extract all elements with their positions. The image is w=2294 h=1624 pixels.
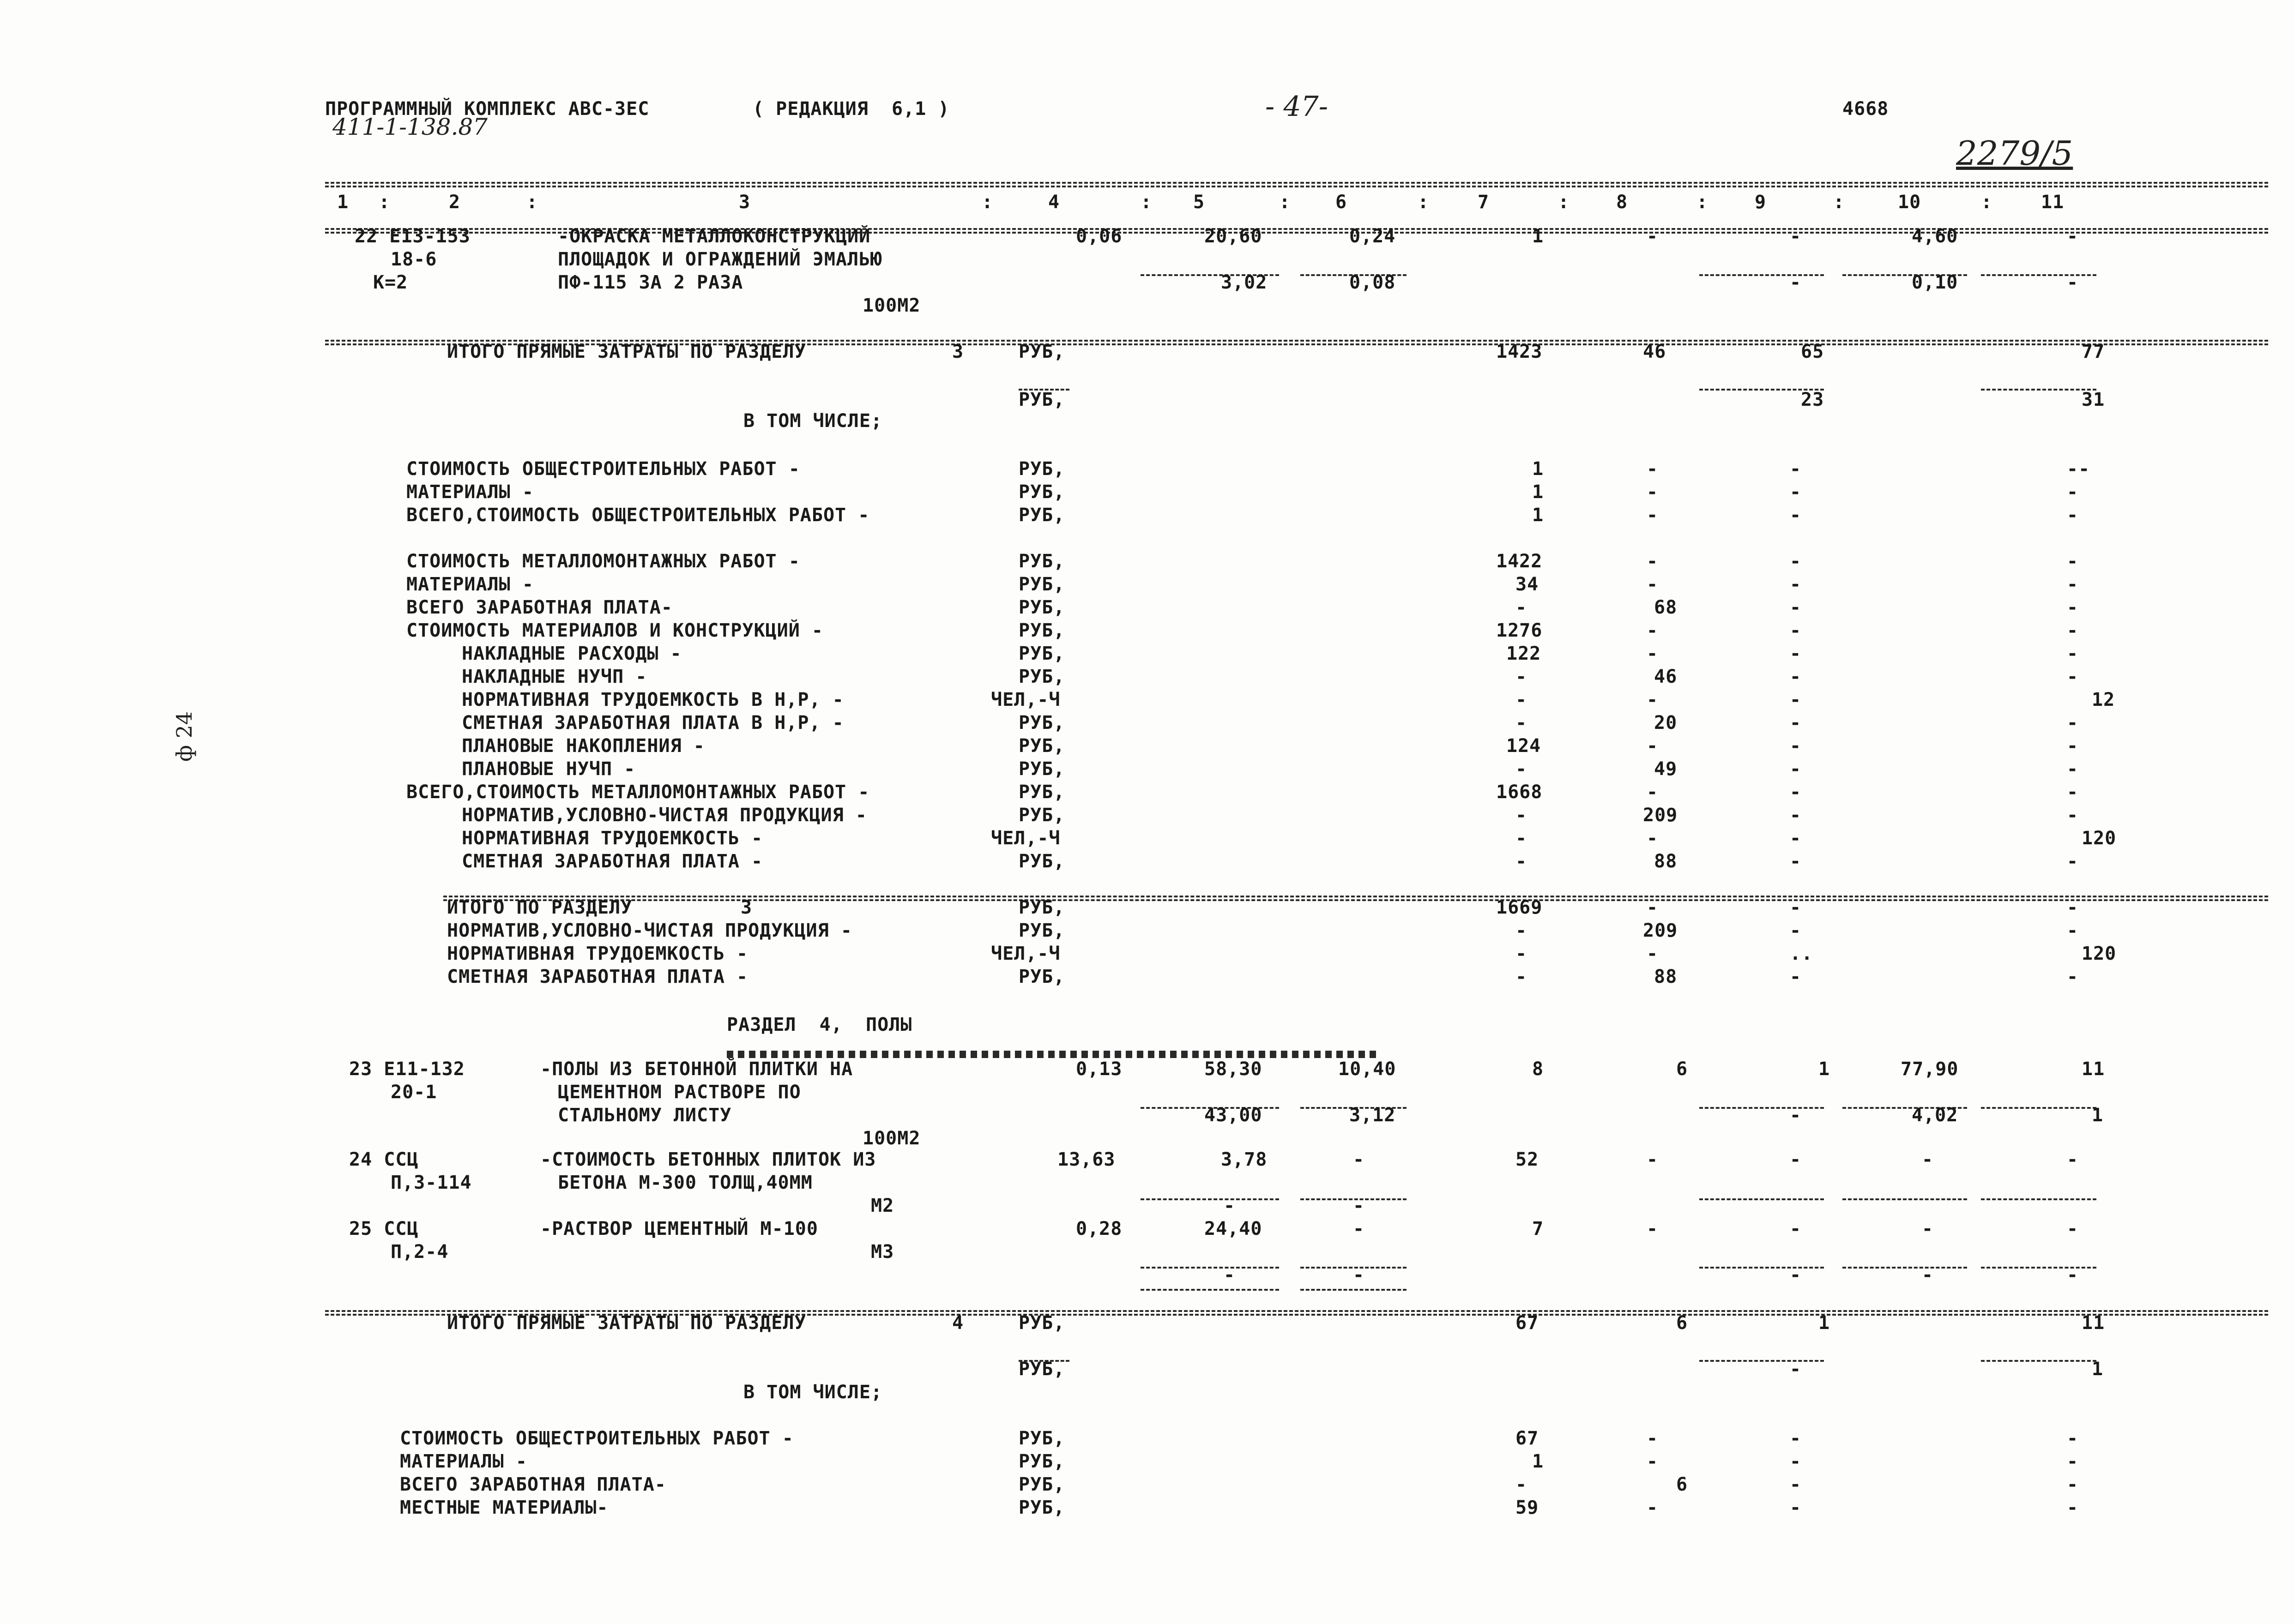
cell-r23a: 1 bbox=[1818, 1059, 1830, 1080]
cell-r22a: - bbox=[1647, 226, 1659, 247]
underline bbox=[1141, 1198, 1279, 1200]
cell-l16: - bbox=[1647, 828, 1659, 849]
cell-r24a: - bbox=[1647, 1149, 1659, 1170]
rule-section3-total-2 bbox=[443, 899, 2268, 901]
cell-l06: - bbox=[2067, 597, 2079, 618]
cell-l03: ВСЕГО,СТОИМОСТЬ ОБЩЕСТРОИТЕЛЬНЫХ РАБОТ - bbox=[406, 505, 870, 526]
cell-m03: 6 bbox=[1676, 1474, 1688, 1495]
column-separator: : bbox=[1833, 192, 1845, 213]
cell-s3tot: 1423 bbox=[1496, 341, 1543, 362]
cell-l19: - bbox=[1790, 920, 1802, 941]
cell-s4rub2: - bbox=[1790, 1359, 1802, 1380]
cell-l13: - bbox=[2067, 758, 2079, 780]
cell-l01: 1 bbox=[1532, 458, 1544, 480]
cell-s4tot: 6 bbox=[1676, 1312, 1688, 1334]
cell-r24a: 52 bbox=[1515, 1149, 1539, 1170]
underline bbox=[1842, 1198, 1967, 1200]
cell-l09: - bbox=[1515, 666, 1527, 687]
cell-r22c: - bbox=[2067, 272, 2079, 293]
cell-l11: СМЕТНАЯ ЗАРАБОТНАЯ ПЛАТА В Н,Р, - bbox=[462, 712, 844, 734]
cell-l15: - bbox=[1790, 805, 1802, 826]
cell-s3tot: 46 bbox=[1643, 341, 1666, 362]
cell-r23a: 23 Е11-132 bbox=[349, 1059, 465, 1080]
cell-l19: - bbox=[2067, 920, 2079, 941]
underline bbox=[1699, 1360, 1824, 1362]
cell-l07: 1276 bbox=[1496, 620, 1543, 641]
cell-l08: 122 bbox=[1506, 643, 1541, 664]
cell-l08: - bbox=[1790, 643, 1802, 664]
cell-r24c: - bbox=[1353, 1195, 1365, 1216]
cell-r24a: - bbox=[2067, 1149, 2079, 1170]
column-separator: : bbox=[1418, 192, 1430, 213]
cell-l09: - bbox=[2067, 666, 2079, 687]
cell-l11: - bbox=[1515, 712, 1527, 734]
cell-l05: - bbox=[2067, 574, 2079, 595]
cell-l09: РУБ, bbox=[1019, 666, 1065, 687]
cell-m02: - bbox=[1647, 1451, 1659, 1472]
cell-r25a: 24,40 bbox=[1204, 1218, 1262, 1239]
cell-s3tot: 65 bbox=[1801, 341, 1824, 362]
cell-r25a: 25 ССЦ bbox=[349, 1218, 419, 1239]
cell-l14: 1668 bbox=[1496, 782, 1543, 803]
cell-s4tot: 67 bbox=[1515, 1312, 1539, 1334]
cell-s3tot: 3 bbox=[952, 341, 964, 362]
cell-l13: РУБ, bbox=[1019, 758, 1065, 780]
cell-l07: - bbox=[1647, 620, 1659, 641]
underline bbox=[1981, 1198, 2096, 1200]
cell-l04: СТОИМОСТЬ МЕТАЛЛОМОНТАЖНЫХ РАБОТ - bbox=[406, 551, 800, 572]
cell-r22c: - bbox=[1790, 272, 1802, 293]
cell-l14: РУБ, bbox=[1019, 782, 1065, 803]
cell-l09: 46 bbox=[1654, 666, 1678, 687]
cell-m03: ВСЕГО ЗАРАБОТНАЯ ПЛАТА- bbox=[400, 1474, 666, 1495]
page-number: - 47- bbox=[1265, 90, 1328, 123]
cell-s3rub2: РУБ, bbox=[1019, 389, 1065, 410]
column-number: 1 bbox=[337, 192, 349, 213]
cell-l17: - bbox=[2067, 851, 2079, 872]
column-number: 9 bbox=[1755, 192, 1767, 213]
cell-l17: РУБ, bbox=[1019, 851, 1065, 872]
column-number: 4 bbox=[1048, 192, 1060, 213]
cell-r23b: 20-1 bbox=[391, 1082, 437, 1103]
underline bbox=[1981, 1360, 2096, 1362]
cell-l15: РУБ, bbox=[1019, 805, 1065, 826]
cell-s3tot: РУБ, bbox=[1019, 341, 1065, 362]
cell-r23a: 8 bbox=[1532, 1059, 1544, 1080]
cell-l04: - bbox=[1790, 551, 1802, 572]
cell-l16: НОРМАТИВНАЯ ТРУДОЕМКОСТЬ - bbox=[462, 828, 763, 849]
cell-r23a: 10,40 bbox=[1338, 1059, 1396, 1080]
cell-l18: 1669 bbox=[1496, 897, 1543, 918]
cell-l02: МАТЕРИАЛЫ - bbox=[406, 481, 534, 503]
cell-m02: МАТЕРИАЛЫ - bbox=[400, 1451, 527, 1472]
cell-l12: 124 bbox=[1506, 735, 1541, 757]
cell-r24a: - bbox=[1922, 1149, 1934, 1170]
cell-r23a: 58,30 bbox=[1204, 1059, 1262, 1080]
cell-r23c: - bbox=[1790, 1105, 1802, 1126]
cell-r25b: М3 bbox=[871, 1241, 894, 1263]
cell-r23a: 77,90 bbox=[1901, 1059, 1959, 1080]
cell-r22a: - bbox=[2067, 226, 2079, 247]
underline bbox=[1699, 1107, 1824, 1109]
cell-l05: РУБ, bbox=[1019, 574, 1065, 595]
cell-l20: НОРМАТИВНАЯ ТРУДОЕМКОСТЬ - bbox=[447, 943, 749, 964]
document-code: 4668 bbox=[1842, 98, 1889, 120]
cell-l10: ЧЕЛ,-Ч bbox=[991, 689, 1061, 710]
cell-r25c: - bbox=[1790, 1264, 1802, 1286]
cell-l16: ЧЕЛ,-Ч bbox=[991, 828, 1061, 849]
cell-l06: РУБ, bbox=[1019, 597, 1065, 618]
cell-l18: - bbox=[1790, 897, 1802, 918]
cell-l02: - bbox=[1647, 481, 1659, 503]
cell-l08: РУБ, bbox=[1019, 643, 1065, 664]
cell-l19: - bbox=[1515, 920, 1527, 941]
cell-m03: - bbox=[1515, 1474, 1527, 1495]
cell-l03: - bbox=[1790, 505, 1802, 526]
cell-s4tot: 11 bbox=[2082, 1312, 2105, 1334]
cell-r24a: 3,78 bbox=[1221, 1149, 1268, 1170]
underline bbox=[1300, 1289, 1407, 1291]
cell-l13: - bbox=[1515, 758, 1527, 780]
cell-l11: РУБ, bbox=[1019, 712, 1065, 734]
cell-r24c: - bbox=[1224, 1195, 1236, 1216]
cell-l21: 88 bbox=[1654, 966, 1678, 987]
cell-l03: РУБ, bbox=[1019, 505, 1065, 526]
cell-l01: -- bbox=[2067, 458, 2090, 480]
cell-r25a: - bbox=[1790, 1218, 1802, 1239]
column-separator: : bbox=[379, 192, 391, 213]
cell-m04: МЕСТНЫЕ МАТЕРИАЛЫ- bbox=[400, 1497, 609, 1518]
cell-l10: - bbox=[1515, 689, 1527, 710]
cell-r25a: - bbox=[1353, 1218, 1365, 1239]
cell-l10: 12 bbox=[2092, 689, 2115, 710]
cell-r22a: - bbox=[1790, 226, 1802, 247]
column-number: 3 bbox=[739, 192, 751, 213]
cell-l20: ЧЕЛ,-Ч bbox=[991, 943, 1061, 964]
cell-l21: - bbox=[1515, 966, 1527, 987]
rule-top-2 bbox=[325, 186, 2268, 187]
column-number: 2 bbox=[449, 192, 461, 213]
cell-l17: - bbox=[1790, 851, 1802, 872]
cell-l14: - bbox=[1790, 782, 1802, 803]
cell-r22b: 18-6 bbox=[391, 249, 437, 270]
rule-top bbox=[325, 182, 2268, 184]
cell-l03: - bbox=[1647, 505, 1659, 526]
cell-m01: - bbox=[1647, 1428, 1659, 1449]
cell-l05: МАТЕРИАЛЫ - bbox=[406, 574, 534, 595]
underline bbox=[1699, 274, 1824, 276]
cell-r23b: ЦЕМЕНТНОМ РАСТВОРЕ ПО bbox=[558, 1082, 801, 1103]
cell-s3rub2: 31 bbox=[2082, 389, 2105, 410]
cell-r25a: -РАСТВОР ЦЕМЕНТНЫЙ М-100 bbox=[540, 1218, 818, 1239]
cell-l04: - bbox=[2067, 551, 2079, 572]
program-name: ПРОГРАММНЫЙ КОМПЛЕКС АВС-3ЕС bbox=[325, 98, 650, 120]
cell-m02: РУБ, bbox=[1019, 1451, 1065, 1472]
cell-m04: - bbox=[1647, 1497, 1659, 1518]
cell-l04: 1422 bbox=[1496, 551, 1543, 572]
cell-l12: ПЛАНОВЫЕ НАКОПЛЕНИЯ - bbox=[462, 735, 705, 757]
cell-m02: 1 bbox=[1532, 1451, 1544, 1472]
cell-s4tot: 4 bbox=[952, 1312, 964, 1334]
cell-l15: - bbox=[1515, 805, 1527, 826]
cell-r22a: 20,60 bbox=[1204, 226, 1262, 247]
cell-s4tot: ИТОГО ПРЯМЫЕ ЗАТРАТЫ ПО РАЗДЕЛУ bbox=[447, 1312, 806, 1334]
cell-s4rub2: 1 bbox=[2092, 1359, 2104, 1380]
cell-l12: - bbox=[1790, 735, 1802, 757]
cell-l21: - bbox=[2067, 966, 2079, 987]
cell-r22c: 3,02 bbox=[1221, 272, 1268, 293]
cell-m02: - bbox=[1790, 1451, 1802, 1472]
underline bbox=[1981, 1267, 2096, 1269]
rule-section4-title bbox=[727, 1051, 1377, 1058]
cell-l07: - bbox=[1790, 620, 1802, 641]
cell-r24a: -СТОИМОСТЬ БЕТОННЫХ ПЛИТОК ИЗ bbox=[540, 1149, 876, 1170]
column-separator: : bbox=[526, 192, 538, 213]
cell-l21: - bbox=[1790, 966, 1802, 987]
handwritten-reference: 411-1-138.87 bbox=[332, 114, 488, 140]
cell-l19: НОРМАТИВ,УСЛОВНО-ЧИСТАЯ ПРОДУКЦИЯ - bbox=[447, 920, 852, 941]
cell-sec4: РАЗДЕЛ 4, ПОЛЫ bbox=[727, 1014, 912, 1035]
cell-m03: - bbox=[1790, 1474, 1802, 1495]
cell-r23c: СТАЛЬНОМУ ЛИСТУ bbox=[558, 1105, 732, 1126]
cell-r24a: - bbox=[1790, 1149, 1802, 1170]
cell-l20: - bbox=[1647, 943, 1659, 964]
cell-l01: РУБ, bbox=[1019, 458, 1065, 480]
underline bbox=[1699, 1267, 1824, 1269]
cell-m04: 59 bbox=[1515, 1497, 1539, 1518]
cell-r24a: - bbox=[1353, 1149, 1365, 1170]
cell-m03: РУБ, bbox=[1019, 1474, 1065, 1495]
cell-l08: НАКЛАДНЫЕ РАСХОДЫ - bbox=[462, 643, 682, 664]
cell-r23c: 4,02 bbox=[1912, 1105, 1958, 1126]
cell-l02: - bbox=[1790, 481, 1802, 503]
cell-r24c: М2 bbox=[871, 1195, 894, 1216]
cell-r23c: 1 bbox=[2092, 1105, 2104, 1126]
cell-l20: 120 bbox=[2082, 943, 2117, 964]
cell-l01: - bbox=[1790, 458, 1802, 480]
cell-l14: - bbox=[1647, 782, 1659, 803]
cell-r22c: ПФ-115 ЗА 2 РАЗА bbox=[558, 272, 743, 293]
cell-r23a: 6 bbox=[1676, 1059, 1688, 1080]
cell-l18: ИТОГО ПО РАЗДЕЛУ bbox=[447, 897, 633, 918]
cell-r25c: - bbox=[1224, 1264, 1236, 1286]
cell-s3tot: 77 bbox=[2082, 341, 2105, 362]
cell-l08: - bbox=[1647, 643, 1659, 664]
cell-l21: РУБ, bbox=[1019, 966, 1065, 987]
cell-m01: РУБ, bbox=[1019, 1428, 1065, 1449]
cell-l02: - bbox=[2067, 481, 2079, 503]
cell-l15: НОРМАТИВ,УСЛОВНО-ЧИСТАЯ ПРОДУКЦИЯ - bbox=[462, 805, 867, 826]
cell-l04: - bbox=[1647, 551, 1659, 572]
cell-r23c: 3,12 bbox=[1349, 1105, 1396, 1126]
cell-r25c: - bbox=[1922, 1264, 1934, 1286]
cell-r25a: - bbox=[2067, 1218, 2079, 1239]
cell-l01: - bbox=[1647, 458, 1659, 480]
cell-r22a: 0,06 bbox=[1076, 226, 1123, 247]
cell-r23d: 100М2 bbox=[863, 1128, 921, 1149]
cell-r24b: П,3-114 bbox=[391, 1172, 472, 1193]
cell-r22c: 0,08 bbox=[1349, 272, 1396, 293]
underline bbox=[1981, 1107, 2096, 1109]
cell-l01: СТОИМОСТЬ ОБЩЕСТРОИТЕЛЬНЫХ РАБОТ - bbox=[406, 458, 800, 480]
cell-l11: 20 bbox=[1654, 712, 1678, 734]
cell-r25a: 0,28 bbox=[1076, 1218, 1123, 1239]
underline bbox=[1981, 389, 2096, 391]
cell-l15: - bbox=[2067, 805, 2079, 826]
cell-r25b: П,2-4 bbox=[391, 1241, 449, 1263]
cell-m01: СТОИМОСТЬ ОБЩЕСТРОИТЕЛЬНЫХ РАБОТ - bbox=[400, 1428, 794, 1449]
cell-l02: РУБ, bbox=[1019, 481, 1065, 503]
cell-s4incl: В ТОМ ЧИСЛЕ; bbox=[743, 1382, 882, 1403]
column-number: 8 bbox=[1616, 192, 1628, 213]
cell-r23a: 0,13 bbox=[1076, 1059, 1123, 1080]
column-number: 11 bbox=[2041, 192, 2065, 213]
cell-l03: - bbox=[2067, 505, 2079, 526]
cell-s3tot: ИТОГО ПРЯМЫЕ ЗАТРАТЫ ПО РАЗДЕЛУ bbox=[447, 341, 806, 362]
underline bbox=[1981, 274, 2096, 276]
cell-l07: РУБ, bbox=[1019, 620, 1065, 641]
cell-r25c: - bbox=[2067, 1264, 2079, 1286]
cell-l17: 88 bbox=[1654, 851, 1678, 872]
cell-l05: - bbox=[1647, 574, 1659, 595]
cell-r25a: - bbox=[1647, 1218, 1659, 1239]
cell-r24b: БЕТОНА М-300 ТОЛЩ,40ММ bbox=[558, 1172, 813, 1193]
cell-s4rub2: РУБ, bbox=[1019, 1359, 1065, 1380]
cell-m04: - bbox=[2067, 1497, 2079, 1518]
edition-label: ( РЕДАКЦИЯ 6,1 ) bbox=[753, 98, 950, 120]
cell-l18: - bbox=[2067, 897, 2079, 918]
cell-l19: 209 bbox=[1643, 920, 1678, 941]
cell-l20: - bbox=[1515, 943, 1527, 964]
cell-l16: - bbox=[1515, 828, 1527, 849]
column-separator: : bbox=[982, 192, 994, 213]
underline bbox=[1141, 1267, 1279, 1269]
cell-r22a: 22 Е13-153 bbox=[355, 226, 471, 247]
cell-r22a: 0,24 bbox=[1349, 226, 1396, 247]
cell-r22c: К=2 bbox=[373, 272, 408, 293]
cell-l13: - bbox=[1790, 758, 1802, 780]
cell-l12: - bbox=[1647, 735, 1659, 757]
cell-m02: - bbox=[2067, 1451, 2079, 1472]
cell-l12: - bbox=[2067, 735, 2079, 757]
cell-r25a: - bbox=[1922, 1218, 1934, 1239]
cell-r25c: - bbox=[1353, 1264, 1365, 1286]
cell-r23a: 11 bbox=[2082, 1059, 2105, 1080]
cell-l09: НАКЛАДНЫЕ НУЧП - bbox=[462, 666, 647, 687]
cell-l19: РУБ, bbox=[1019, 920, 1065, 941]
cell-l14: ВСЕГО,СТОИМОСТЬ МЕТАЛЛОМОНТАЖНЫХ РАБОТ - bbox=[406, 782, 870, 803]
underline bbox=[1699, 1198, 1824, 1200]
cell-m01: 67 bbox=[1515, 1428, 1539, 1449]
cell-l06: - bbox=[1515, 597, 1527, 618]
cell-l04: РУБ, bbox=[1019, 551, 1065, 572]
cell-l06: 68 bbox=[1654, 597, 1678, 618]
cell-l17: СМЕТНАЯ ЗАРАБОТНАЯ ПЛАТА - bbox=[462, 851, 763, 872]
cell-l21: СМЕТНАЯ ЗАРАБОТНАЯ ПЛАТА - bbox=[447, 966, 749, 987]
cell-r25a: 7 bbox=[1532, 1218, 1544, 1239]
cell-r23c: 43,00 bbox=[1204, 1105, 1262, 1126]
cell-l05: - bbox=[1790, 574, 1802, 595]
column-number: 5 bbox=[1193, 192, 1205, 213]
cell-l16: 120 bbox=[2082, 828, 2117, 849]
cell-r23a: -ПОЛЫ ИЗ БЕТОННОЙ ПЛИТКИ НА bbox=[540, 1059, 853, 1080]
cell-l14: - bbox=[2067, 782, 2079, 803]
cell-r24a: 13,63 bbox=[1057, 1149, 1116, 1170]
cell-l18: РУБ, bbox=[1019, 897, 1065, 918]
cell-r22d: 100М2 bbox=[863, 295, 921, 316]
cell-l06: ВСЕГО ЗАРАБОТНАЯ ПЛАТА- bbox=[406, 597, 673, 618]
margin-note: ф 24 bbox=[172, 711, 197, 762]
cell-l10: НОРМАТИВНАЯ ТРУДОЕМКОСТЬ В Н,Р, - bbox=[462, 689, 844, 710]
cell-l11: - bbox=[2067, 712, 2079, 734]
cell-r22a: 4,60 bbox=[1912, 226, 1958, 247]
cell-l11: - bbox=[1790, 712, 1802, 734]
handwritten-sheet-number: 2279/5 bbox=[1956, 134, 2073, 173]
cell-l13: 49 bbox=[1654, 758, 1678, 780]
cell-l07: СТОИМОСТЬ МАТЕРИАЛОВ И КОНСТРУКЦИЙ - bbox=[406, 620, 823, 641]
cell-l20: .. bbox=[1790, 943, 1813, 964]
cell-l13: ПЛАНОВЫЕ НУЧП - bbox=[462, 758, 636, 780]
cell-s3incl: В ТОМ ЧИСЛЕ; bbox=[743, 410, 882, 432]
cell-l09: - bbox=[1790, 666, 1802, 687]
cell-m01: - bbox=[1790, 1428, 1802, 1449]
underline bbox=[1842, 1267, 1967, 1269]
cell-l02: 1 bbox=[1532, 481, 1544, 503]
cell-m04: РУБ, bbox=[1019, 1497, 1065, 1518]
cell-r24a: 24 ССЦ bbox=[349, 1149, 419, 1170]
cell-l16: - bbox=[1790, 828, 1802, 849]
column-separator: : bbox=[1981, 192, 1993, 213]
cell-l18: 3 bbox=[741, 897, 753, 918]
cell-l05: 34 bbox=[1515, 574, 1539, 595]
column-number: 10 bbox=[1898, 192, 1921, 213]
cell-s3rub2: 23 bbox=[1801, 389, 1824, 410]
cell-l03: 1 bbox=[1532, 505, 1544, 526]
cell-l17: - bbox=[1515, 851, 1527, 872]
cell-l15: 209 bbox=[1643, 805, 1678, 826]
column-separator: : bbox=[1696, 192, 1708, 213]
rule-section3-total bbox=[443, 896, 2268, 897]
cell-l08: - bbox=[2067, 643, 2079, 664]
column-separator: : bbox=[1558, 192, 1570, 213]
cell-l06: - bbox=[1790, 597, 1802, 618]
cell-r22b: ПЛОЩАДОК И ОГРАЖДЕНИЙ ЭМАЛЬЮ bbox=[558, 249, 882, 270]
cell-m04: - bbox=[1790, 1497, 1802, 1518]
column-separator: : bbox=[1279, 192, 1291, 213]
cell-r22c: 0,10 bbox=[1912, 272, 1958, 293]
cell-l18: - bbox=[1647, 897, 1659, 918]
cell-r22a: 1 bbox=[1532, 226, 1544, 247]
cell-m03: - bbox=[2067, 1474, 2079, 1495]
cell-s4tot: 1 bbox=[1818, 1312, 1830, 1334]
cell-m01: - bbox=[2067, 1428, 2079, 1449]
cell-l12: РУБ, bbox=[1019, 735, 1065, 757]
cell-s4tot: РУБ, bbox=[1019, 1312, 1065, 1334]
cell-r22a: -ОКРАСКА МЕТАЛЛОКОНСТРУКЦИЙ bbox=[558, 226, 871, 247]
cell-l10: - bbox=[1790, 689, 1802, 710]
underline bbox=[1141, 1289, 1279, 1291]
cell-l07: - bbox=[2067, 620, 2079, 641]
column-number: 6 bbox=[1335, 192, 1347, 213]
cell-l10: - bbox=[1647, 689, 1659, 710]
column-number: 7 bbox=[1478, 192, 1490, 213]
column-separator: : bbox=[1141, 192, 1153, 213]
